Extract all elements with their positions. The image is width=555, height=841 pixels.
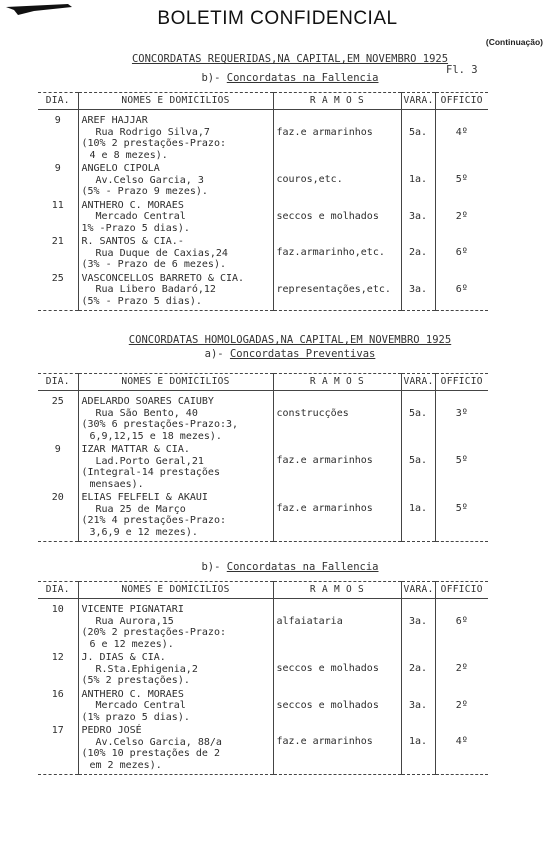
row-name-address bbox=[78, 162, 273, 199]
table-requeridas-fallencia bbox=[38, 92, 488, 311]
row-vara: 3a. bbox=[401, 272, 435, 311]
row-ramo: faz.e armarinhos bbox=[273, 724, 401, 775]
table-homologadas-preventivas bbox=[38, 373, 488, 542]
row-officio: 2º bbox=[455, 699, 468, 711]
row-terms: (5% - Prazo 5 dias). bbox=[81, 295, 202, 307]
row-name-address bbox=[78, 688, 273, 725]
row-dia: 21 bbox=[38, 235, 78, 272]
row-dia: 9 bbox=[38, 443, 78, 491]
sub-heading-preventivas: a)- Concordatas Preventivas bbox=[204, 348, 376, 360]
table-header-row bbox=[38, 93, 488, 110]
col-header-dia: DIA. bbox=[38, 93, 78, 110]
row-address: Av.Celso Garcia, 3 bbox=[95, 174, 204, 186]
row-ramo: representações,etc. bbox=[273, 272, 401, 311]
row-name-address bbox=[78, 110, 273, 163]
row-dia: 16 bbox=[38, 688, 78, 725]
row-address: Mercado Central bbox=[95, 211, 186, 222]
col-header-vara: VARA. bbox=[401, 374, 435, 391]
row-address: Mercado Central bbox=[95, 700, 186, 711]
row-name: ANTHERO C. MORAES bbox=[81, 688, 184, 700]
row-vara: 2a. bbox=[401, 651, 435, 688]
row-terms: (Integral-14 prestações bbox=[81, 467, 220, 478]
table-row bbox=[38, 599, 488, 652]
table-row bbox=[38, 443, 488, 491]
table-row bbox=[38, 235, 488, 272]
row-name-address bbox=[78, 235, 273, 272]
col-header-vara: VARA. bbox=[401, 582, 435, 599]
table-homologadas-fallencia bbox=[38, 581, 488, 775]
table-row bbox=[38, 491, 488, 542]
row-terms-cont: em 2 mezes). bbox=[89, 759, 162, 771]
row-officio: 5º bbox=[435, 491, 488, 542]
col-header-officio: OFFICIO bbox=[435, 582, 488, 599]
row-ramo: faz.e armarinhos bbox=[273, 491, 401, 542]
row-address: Av.Celso Garcia, 88/a bbox=[95, 736, 222, 748]
row-officio: 2º bbox=[455, 210, 468, 222]
row-officio: 2º bbox=[455, 663, 468, 674]
col-header-nomes: NOMES E DOMICILIOS bbox=[78, 374, 273, 391]
row-address: Lad.Porto Geral,21 bbox=[95, 455, 204, 467]
row-terms: (5% - Prazo 9 mezes). bbox=[81, 186, 208, 197]
row-terms: (30% 6 prestações-Prazo:3, bbox=[81, 419, 239, 430]
row-officio: 4º bbox=[455, 127, 468, 138]
section-heading-homologadas: CONCORDATAS HOMOLOGADAS,NA CAPITAL,EM NOVEMBRO 1925 bbox=[128, 334, 452, 346]
row-ramo: couros,etc. bbox=[273, 162, 401, 199]
col-header-officio: OFFICIO bbox=[435, 93, 488, 110]
row-terms-cont: mensaes). bbox=[89, 478, 144, 490]
row-name-address bbox=[78, 599, 273, 652]
row-vara: 3a. bbox=[401, 199, 435, 236]
row-dia: 25 bbox=[38, 391, 78, 444]
row-terms-cont: 6,9,12,15 e 18 mezes). bbox=[89, 430, 222, 442]
row-vara: 5a. bbox=[401, 110, 435, 163]
table-header-row bbox=[38, 374, 488, 391]
row-dia: 20 bbox=[38, 491, 78, 542]
continuation-note: (Continuação) bbox=[485, 37, 543, 47]
row-officio: 5º bbox=[455, 455, 468, 466]
row-terms-cont: 4 e 8 mezes). bbox=[89, 149, 168, 161]
row-name-address bbox=[78, 272, 273, 311]
row-officio: 6º bbox=[435, 272, 488, 311]
row-terms: (20% 2 prestações-Prazo: bbox=[81, 627, 226, 638]
row-terms: (1% prazo 5 dias). bbox=[81, 711, 190, 723]
row-terms: 1% -Prazo 5 dias). bbox=[81, 222, 190, 234]
sub-heading-requeridas-fallencia: b)- Concordatas na Fallencia bbox=[201, 72, 379, 84]
table-row bbox=[38, 391, 488, 444]
table-row bbox=[38, 688, 488, 725]
row-address: Rua Libero Badaró,12 bbox=[95, 284, 216, 295]
row-vara: 3a. bbox=[401, 688, 435, 725]
row-dia: 9 bbox=[38, 110, 78, 163]
row-vara: 1a. bbox=[401, 491, 435, 542]
row-address: Rua Duque de Caxias,24 bbox=[95, 247, 228, 259]
row-vara: 2a. bbox=[401, 235, 435, 272]
col-header-dia: DIA. bbox=[38, 374, 78, 391]
row-terms-cont: 3,6,9 e 12 mezes). bbox=[89, 526, 198, 538]
row-vara: 1a. bbox=[401, 162, 435, 199]
row-name: VICENTE PIGNATARI bbox=[81, 604, 184, 615]
row-ramo: seccos e molhados bbox=[273, 199, 401, 236]
row-terms: (10% 10 prestações de 2 bbox=[81, 748, 220, 759]
sheet-number: Fl. 3 bbox=[446, 64, 478, 76]
sub-heading-homologadas-fallencia: b)- Concordatas na Fallencia bbox=[201, 561, 379, 573]
row-terms: (3% - Prazo de 6 mezes). bbox=[81, 259, 226, 270]
row-name: ANGELO CIPOLA bbox=[81, 163, 160, 174]
table-row bbox=[38, 651, 488, 688]
row-vara: 5a. bbox=[401, 443, 435, 491]
row-dia: 9 bbox=[38, 162, 78, 199]
row-name-address bbox=[78, 443, 273, 491]
col-header-ramos: R A M O S bbox=[273, 582, 401, 599]
col-header-vara: VARA. bbox=[401, 93, 435, 110]
row-name: IZAR MATTAR & CIA. bbox=[81, 444, 190, 455]
row-ramo: construcções bbox=[273, 391, 401, 444]
row-terms-cont: 6 e 12 mezes). bbox=[89, 638, 174, 650]
row-ramo: faz.armarinho,etc. bbox=[273, 235, 401, 272]
table-row bbox=[38, 110, 488, 163]
row-address: Rua 25 de Março bbox=[95, 503, 186, 515]
row-ramo: faz.e armarinhos bbox=[273, 443, 401, 491]
col-header-ramos: R A M O S bbox=[273, 374, 401, 391]
row-name: PEDRO JOSÉ bbox=[81, 725, 142, 736]
col-header-nomes: NOMES E DOMICILIOS bbox=[78, 93, 273, 110]
table-row bbox=[38, 199, 488, 236]
row-address: Rua São Bento, 40 bbox=[95, 407, 198, 419]
row-name: ADELARDO SOARES CAIUBY bbox=[81, 396, 214, 407]
row-name: R. SANTOS & CIA.- bbox=[81, 236, 184, 247]
row-name: J. DIAS & CIA. bbox=[81, 652, 166, 663]
row-name: AREF HAJJAR bbox=[81, 115, 148, 126]
row-name-address bbox=[78, 491, 273, 542]
row-terms: (5% 2 prestações). bbox=[81, 675, 190, 686]
table-row bbox=[38, 724, 488, 775]
row-name: VASCONCELLOS BARRETO & CIA. bbox=[81, 272, 245, 284]
row-dia: 11 bbox=[38, 199, 78, 236]
table-row bbox=[38, 272, 488, 311]
row-officio: 6º bbox=[455, 616, 468, 627]
row-ramo: faz.e armarinhos bbox=[273, 110, 401, 163]
row-vara: 3a. bbox=[401, 599, 435, 652]
row-name-address bbox=[78, 199, 273, 236]
row-dia: 10 bbox=[38, 599, 78, 652]
row-name: ELIAS FELFELI & AKAUI bbox=[81, 492, 208, 503]
row-terms: (10% 2 prestações-Prazo: bbox=[81, 138, 226, 149]
row-terms: (21% 4 prestações-Prazo: bbox=[81, 515, 226, 526]
page-title: BOLETIM CONFIDENCIAL bbox=[157, 8, 398, 29]
row-address: Rua Rodrigo Silva,7 bbox=[95, 126, 210, 138]
row-ramo: alfaiataria bbox=[273, 599, 401, 652]
row-officio: 4º bbox=[435, 724, 488, 775]
row-officio: 5º bbox=[455, 174, 468, 185]
row-vara: 5a. bbox=[401, 391, 435, 444]
row-dia: 25 bbox=[38, 272, 78, 311]
row-address: R.Sta.Ephigenia,2 bbox=[95, 663, 198, 675]
table-row bbox=[38, 162, 488, 199]
col-header-nomes: NOMES E DOMICILIOS bbox=[78, 582, 273, 599]
row-officio: 3º bbox=[455, 408, 468, 419]
row-name: ANTHERO C. MORAES bbox=[81, 199, 184, 211]
row-name-address bbox=[78, 724, 273, 775]
col-header-officio: OFFICIO bbox=[435, 374, 488, 391]
row-dia: 17 bbox=[38, 724, 78, 775]
row-dia: 12 bbox=[38, 651, 78, 688]
row-vara: 1a. bbox=[401, 724, 435, 775]
row-name-address bbox=[78, 391, 273, 444]
col-header-ramos: R A M O S bbox=[273, 93, 401, 110]
row-ramo: seccos e molhados bbox=[273, 651, 401, 688]
col-header-dia: DIA. bbox=[38, 582, 78, 599]
row-address: Rua Aurora,15 bbox=[95, 615, 174, 627]
section-heading-requeridas: CONCORDATAS REQUERIDAS,NA CAPITAL,EM NOVEMBRO 1925 bbox=[131, 53, 449, 65]
table-header-row bbox=[38, 582, 488, 599]
row-ramo: seccos e molhados bbox=[273, 688, 401, 725]
row-name-address bbox=[78, 651, 273, 688]
row-officio: 6º bbox=[455, 247, 468, 258]
